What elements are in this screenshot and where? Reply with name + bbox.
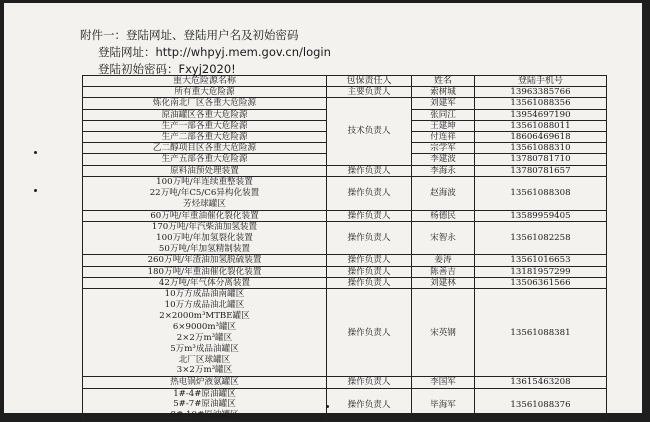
role-cell: 操作负责人 xyxy=(327,266,412,277)
source-cell xyxy=(83,221,327,255)
person-cell: 赵海波 xyxy=(412,176,475,210)
source-line: 5万m³成品油罐区 xyxy=(170,343,239,354)
login-url-line: 登陆网址：http://whpyj.mem.gov.cn/login xyxy=(98,45,331,59)
role-cell: 操作负责人 xyxy=(327,176,412,210)
hazard-source-table xyxy=(82,75,607,422)
phone-cell: 13963385766 xyxy=(475,87,607,98)
person-cell: 宋英钢 xyxy=(412,289,475,377)
source-line: 100万吨/年加氢裂化装置 xyxy=(156,232,253,243)
source-cell: 生产一部各重大危险源 xyxy=(83,120,327,131)
phone-cell: 13780781657 xyxy=(475,165,607,176)
role-cell: 操作负责人 xyxy=(327,377,412,388)
person-cell: 宋智永 xyxy=(412,221,475,255)
role-cell: 操作负责人 xyxy=(327,277,412,288)
phone-cell: 13561088376 xyxy=(475,388,607,422)
source-line: 6×9000m³罐区 xyxy=(172,321,237,332)
scanned-page xyxy=(4,3,642,421)
source-line: 1#-4#原油罐区 xyxy=(173,388,236,399)
phone-cell: 13561088356 xyxy=(475,98,607,109)
person-cell: 刘建军 xyxy=(412,98,475,109)
source-line: 100万吨/年连续重整装置 xyxy=(156,176,253,187)
source-line: 170万吨/年汽柴油加氢装置 xyxy=(151,221,258,232)
source-line: 10万方成品油北罐区 xyxy=(164,299,245,310)
role-cell: 操作负责人 xyxy=(327,255,412,266)
source-line: 北厂区球罐区 xyxy=(178,354,231,365)
source-line: 芳烃球罐区 xyxy=(183,198,226,209)
phone-cell: 13589959405 xyxy=(475,210,607,221)
person-cell: 刘建林 xyxy=(412,277,475,288)
table-row xyxy=(83,98,607,109)
table-row xyxy=(83,87,607,98)
role-cell: 操作负责人 xyxy=(327,221,412,255)
role-cell: 操作负责人 xyxy=(327,289,412,377)
table-row xyxy=(83,388,607,422)
source-cell xyxy=(83,289,327,377)
col-header-name: 姓名 xyxy=(412,76,475,87)
person-cell: 李建波 xyxy=(412,154,475,165)
table-row xyxy=(83,210,607,221)
role-cell: 技术负责人 xyxy=(327,98,412,165)
person-cell: 李国军 xyxy=(412,377,475,388)
source-cell: 原料油预处理装置 xyxy=(83,165,327,176)
person-cell: 付连祥 xyxy=(412,132,475,143)
phone-cell: 13615463208 xyxy=(475,377,607,388)
source-line: 2×2万m³罐区 xyxy=(176,332,233,343)
phone-cell: 13561088011 xyxy=(475,120,607,131)
phone-cell: 13561088310 xyxy=(475,143,607,154)
phone-cell: 13954697190 xyxy=(475,109,607,120)
table-row xyxy=(83,266,607,277)
phone-cell: 13181957299 xyxy=(475,266,607,277)
initial-password-line: 登陆初始密码：Fxyj2020! xyxy=(98,62,236,76)
phone-cell: 13561088308 xyxy=(475,176,607,210)
margin-mark-dot xyxy=(34,151,37,154)
role-cell: 操作负责人 xyxy=(327,388,412,422)
col-header-phone: 登陆手机号 xyxy=(475,76,607,87)
phone-cell: 13561016653 xyxy=(475,255,607,266)
person-cell: 张同江 xyxy=(412,109,475,120)
table-row xyxy=(83,165,607,176)
source-cell: 乙二醇项目区各重大危险源 xyxy=(83,143,327,154)
table-row xyxy=(83,277,607,288)
source-cell xyxy=(83,176,327,210)
person-cell: 索树城 xyxy=(412,87,475,98)
source-line: 22万吨/年C5/C6异构化装置 xyxy=(149,187,260,198)
person-cell: 毕海军 xyxy=(412,388,475,422)
table-row xyxy=(83,289,607,377)
source-cell: 260万吨/年渣油加氢脱硫装置 xyxy=(83,255,327,266)
source-line: 8#-10#原油罐区 xyxy=(170,410,239,421)
phone-cell: 13561088381 xyxy=(475,289,607,377)
table-row xyxy=(83,221,607,255)
source-cell: 原油罐区各重大危险源 xyxy=(83,109,327,120)
document-header xyxy=(80,27,331,78)
role-cell: 操作负责人 xyxy=(327,165,412,176)
attachment-title: 附件一：登陆网址、登陆用户名及初始密码 xyxy=(80,28,299,42)
phone-cell: 18606469618 xyxy=(475,132,607,143)
table-row xyxy=(83,176,607,210)
margin-mark-dot xyxy=(34,189,37,192)
source-cell xyxy=(83,388,327,422)
table-header-row xyxy=(83,76,607,87)
source-cell: 热电锅炉液氨罐区 xyxy=(83,377,327,388)
source-cell: 所有重大危险源 xyxy=(83,87,327,98)
phone-cell: 13506361566 xyxy=(475,277,607,288)
person-cell: 李海永 xyxy=(412,165,475,176)
person-cell: 宗学军 xyxy=(412,143,475,154)
phone-cell: 13780781710 xyxy=(475,154,607,165)
source-cell: 60万吨/年重油催化裂化装置 xyxy=(83,210,327,221)
source-line: 3×2万m³罐区 xyxy=(176,365,233,376)
source-cell: 生产五部各重大危险源 xyxy=(83,154,327,165)
phone-cell: 13561082258 xyxy=(475,221,607,255)
person-cell: 姜涛 xyxy=(412,255,475,266)
col-header-source: 重大危险源名称 xyxy=(83,76,327,87)
table-row xyxy=(83,255,607,266)
table-row xyxy=(83,377,607,388)
source-line: 10万方成品油南罐区 xyxy=(164,289,245,300)
col-header-responsible: 包保责任人 xyxy=(327,76,412,87)
source-line: 50万吨/年加氢精制装置 xyxy=(158,243,251,254)
source-cell: 生产二部各重大危险源 xyxy=(83,132,327,143)
source-line: 5#-7#原油罐区 xyxy=(173,399,236,410)
source-cell: 炼化南北厂区各重大危险源 xyxy=(83,98,327,109)
role-cell: 主要负责人 xyxy=(327,87,412,98)
person-cell: 杨德民 xyxy=(412,210,475,221)
person-cell: 王建坤 xyxy=(412,120,475,131)
role-cell: 操作负责人 xyxy=(327,210,412,221)
source-line: 2×2000m³MTBE罐区 xyxy=(159,310,250,321)
source-cell: 42万吨/年气体分离装置 xyxy=(83,277,327,288)
person-cell: 陈善吉 xyxy=(412,266,475,277)
source-cell: 180万吨/年重油催化裂化装置 xyxy=(83,266,327,277)
